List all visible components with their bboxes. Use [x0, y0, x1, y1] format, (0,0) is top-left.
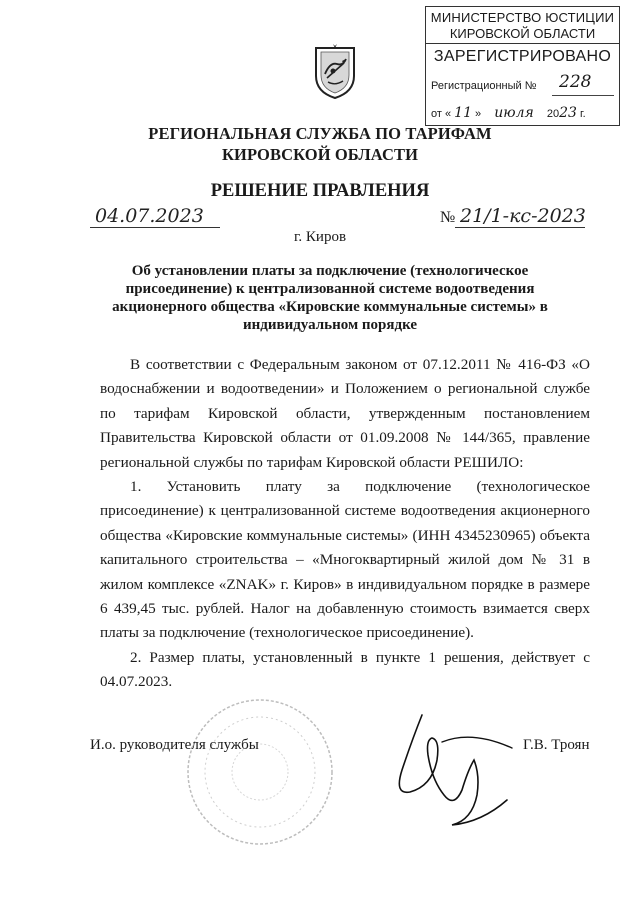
stamp-date-prefix: от « [431, 108, 452, 120]
number-sign: № [440, 209, 456, 226]
signatory-name: Г.В. Троян [523, 737, 590, 753]
body-paragraph-2: 1. Установить плату за подключение (технологическое присоединение) к централизованной системе водоотведения акционерного общества «Кировские коммунальные системы» (ИНН 4345230965) объекта капитального строительства – «Многоквартирный жилой дом № 31 в жилом комплексе «ZNAK» г. Киров» в индивидуальном порядке в размере 6 439,45 тыс. рублей. Налог на добавленную стоимость взимается сверх платы за подключение (технологическое присоединение). [100, 478, 590, 642]
date-underline [90, 227, 220, 228]
document-type-title: РЕШЕНИЕ ПРАВЛЕНИЯ [210, 181, 430, 201]
handwritten-number: 21/1-кс-2023 [460, 205, 586, 227]
stamp-regnum-underline [552, 95, 614, 96]
stamp-date-row [431, 105, 586, 121]
stamp-date-year-prefix: 20 [546, 108, 560, 120]
org-title-line2: КИРОВСКОЙ ОБЛАСТИ [221, 145, 419, 164]
stamp-status: ЗАРЕГИСТРИРОВАНО [433, 48, 612, 65]
document-subject: Об установлении платы за подключение (технологическое присоединение) к централизованной системе водоотведения акционерного общества «Кировские коммунальные системы» в индивидуальном порядке [112, 263, 548, 333]
city-line: г. Киров [293, 229, 347, 245]
stamp-divider [426, 43, 619, 44]
stamp-date-day: 11 [454, 105, 472, 121]
signatory-position: И.о. руководителя службы [90, 737, 259, 753]
coat-of-arms-icon [313, 44, 357, 100]
stamp-regnum-label: Регистрационный № [431, 80, 537, 92]
stamp-regnum-value: 228 [559, 72, 592, 92]
body-paragraph-3: 2. Размер платы, установленный в пункте 1 решения, действует с 04.07.2023. [100, 648, 590, 691]
number-underline [455, 227, 585, 228]
stamp-date-mid: » [475, 108, 482, 120]
stamp-date-suffix: г. [579, 108, 586, 120]
stamp-date-year-suffix: 23 [559, 105, 577, 121]
stamp-org-line1: МИНИСТЕРСТВО ЮСТИЦИИ [430, 10, 615, 25]
stamp-date-month: июля [494, 105, 534, 121]
org-title-line1: РЕГИОНАЛЬНАЯ СЛУЖБА ПО ТАРИФАМ [148, 124, 492, 143]
stamp-org-line2: КИРОВСКОЙ ОБЛАСТИ [449, 26, 596, 41]
registration-stamp [425, 6, 620, 126]
handwritten-date: 04.07.2023 [95, 205, 204, 227]
body-paragraph-1: В соответствии с Федеральным законом от 07.12.2011 № 416-ФЗ «О водоснабжении и водоотведении» и Положением о региональной службе по тарифам Кировской области, утвержденным постановлением Правительства Кировской области от 01.09.2008 № 144/365, правление региональной службы по тарифам Кировской области РЕШИЛО: [100, 356, 590, 471]
document-body [100, 353, 590, 695]
handwritten-signature-icon [382, 700, 542, 840]
round-seal-icon [180, 692, 340, 852]
